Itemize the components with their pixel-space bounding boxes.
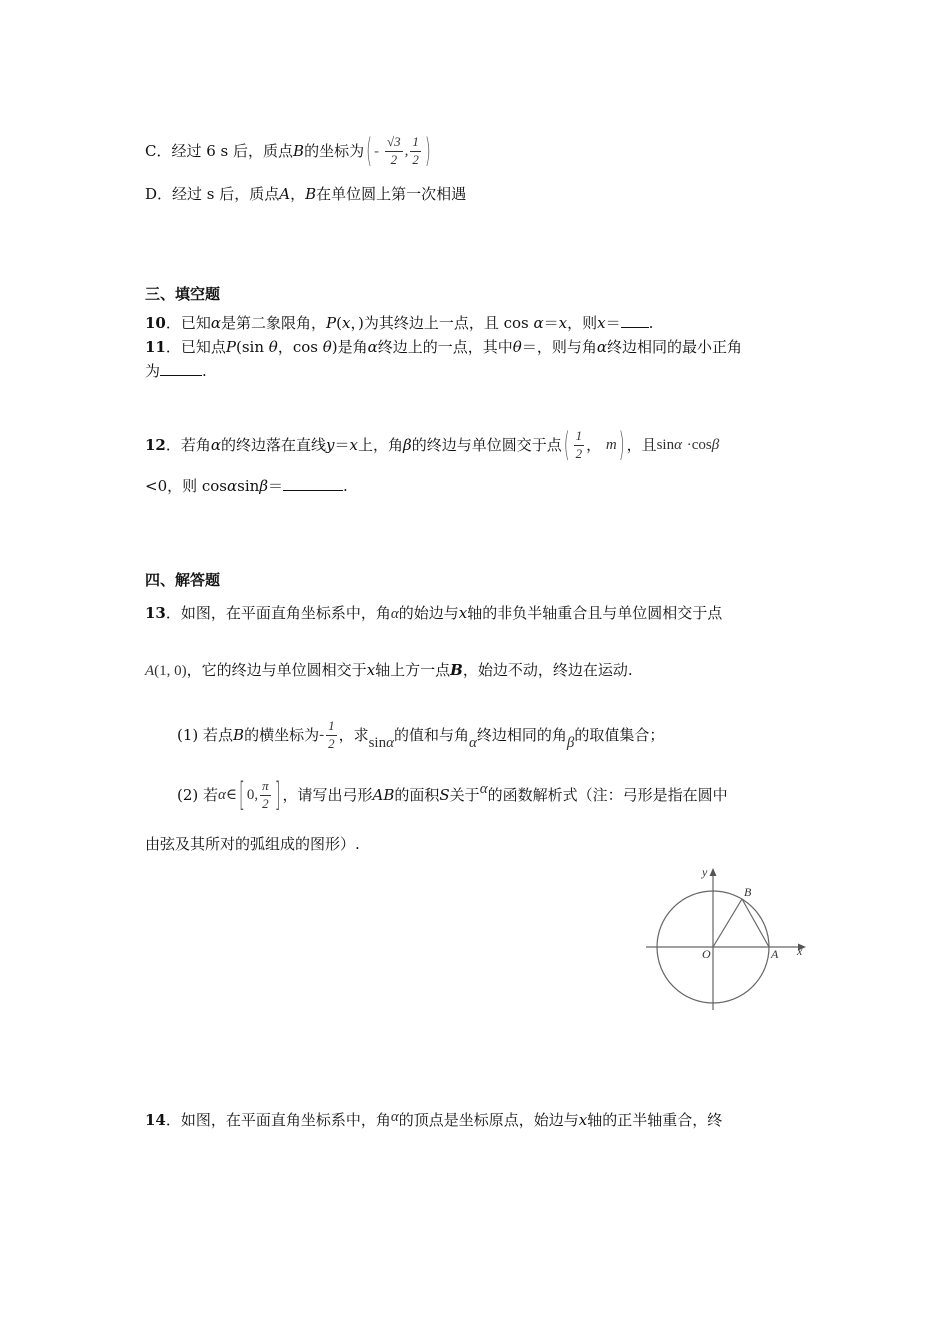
option-d-point-a: A xyxy=(279,185,291,203)
point-b-label: B xyxy=(744,885,752,899)
question-11-line-2: 为 . xyxy=(145,362,207,380)
comma: , xyxy=(404,142,409,159)
answer-blank[interactable] xyxy=(160,361,202,376)
option-d-point-b: B xyxy=(305,185,317,203)
question-14: 14．如图，在平面直角坐标系中，角α的顶点是坐标原点，始边与x轴的正半轴重合，终 xyxy=(145,1109,723,1129)
question-13-part-1: (1) 若点 B 的横坐标为 - $\frac{1}{2}$ ，求 sin α 的值和与角 α 终边相同的角 β 的取值集合； xyxy=(177,718,665,751)
left-bracket: [ xyxy=(239,774,245,814)
option-c xyxy=(145,130,433,170)
point-a-label: A xyxy=(771,947,779,961)
y-axis-arrow xyxy=(710,868,717,876)
section-4-title: 四、解答题 xyxy=(145,571,221,589)
question-12: 12 ．若角 α 的终边落在直线 y ＝ x 上，角 β 的终边与单位圆交于点 ( $\frac{1}{2}$ ， m ) ，且 sin α · cos β xyxy=(145,424,719,466)
fraction-1-over-2: $\frac{1}{2}$ xyxy=(328,718,335,751)
section-3-title: 三、填空题 xyxy=(145,285,221,303)
question-11: 11．已知点P(sin θ，cos θ)是角α终边上的一点，其中θ＝，则与角α终边相同的最小正角 xyxy=(145,338,742,356)
y-axis-label: y xyxy=(702,865,708,879)
option-d-text: D．经过 s 后，质点 xyxy=(145,185,280,203)
option-c-text-after: 的坐标为 xyxy=(304,141,365,160)
answer-blank[interactable] xyxy=(621,313,649,328)
question-13-line-5: 由弦及其所对的弧组成的图形）. xyxy=(145,835,360,853)
fraction-1-over-2: $\frac{1}{2}$ xyxy=(412,134,419,167)
right-paren: ) xyxy=(618,424,625,464)
option-d-sep: ， xyxy=(290,185,306,203)
option-c-text: C．经过 6 s 后，质点 xyxy=(145,141,294,160)
right-bracket: ] xyxy=(274,774,281,814)
fraction-sqrt3-over-2: $\frac{√3}{2}$ xyxy=(387,134,401,167)
question-13-part-2: (2) 若 α ∈ [ 0, $\frac{\pi}{2}$ ] ，请写出弓形 AB 的面积 S 关于 α 的函数解析式（注：弓形是指在圆中 xyxy=(177,770,728,820)
left-paren: ( xyxy=(366,130,372,170)
terminal-side-ob xyxy=(713,899,742,947)
answer-blank[interactable] xyxy=(283,476,343,491)
fraction-pi-over-2: $\frac{\pi}{2}$ xyxy=(262,778,269,811)
option-d xyxy=(145,184,466,205)
left-paren: ( xyxy=(563,424,570,464)
minus-sign: - xyxy=(373,141,380,160)
question-12-line-2: <0，则 cosαsinβ＝ . xyxy=(145,477,348,495)
unit-circle-figure xyxy=(640,862,810,1012)
chord-ab xyxy=(742,899,769,947)
x-axis-label: x xyxy=(797,944,803,958)
fraction-1-over-2: $\frac{1}{2}$ xyxy=(575,428,583,461)
option-c-point: B xyxy=(293,141,305,160)
origin-label: O xyxy=(702,947,711,961)
question-13: 13．如图，在平面直角坐标系中，角α的始边与x轴的非负半轴重合且与单位圆相交于点 xyxy=(145,604,723,622)
option-d-text-2: 在单位圆上第一次相遇 xyxy=(316,185,467,203)
question-13-line-2: A(1, 0)，它的终边与单位圆相交于x轴上方一点B，始边不动，终边在运动. xyxy=(145,661,633,679)
right-paren: ) xyxy=(424,130,431,170)
question-10: 10．已知α是第二象限角，P(x，)为其终边上一点，且 cos α＝x，则x＝ . xyxy=(145,314,654,332)
